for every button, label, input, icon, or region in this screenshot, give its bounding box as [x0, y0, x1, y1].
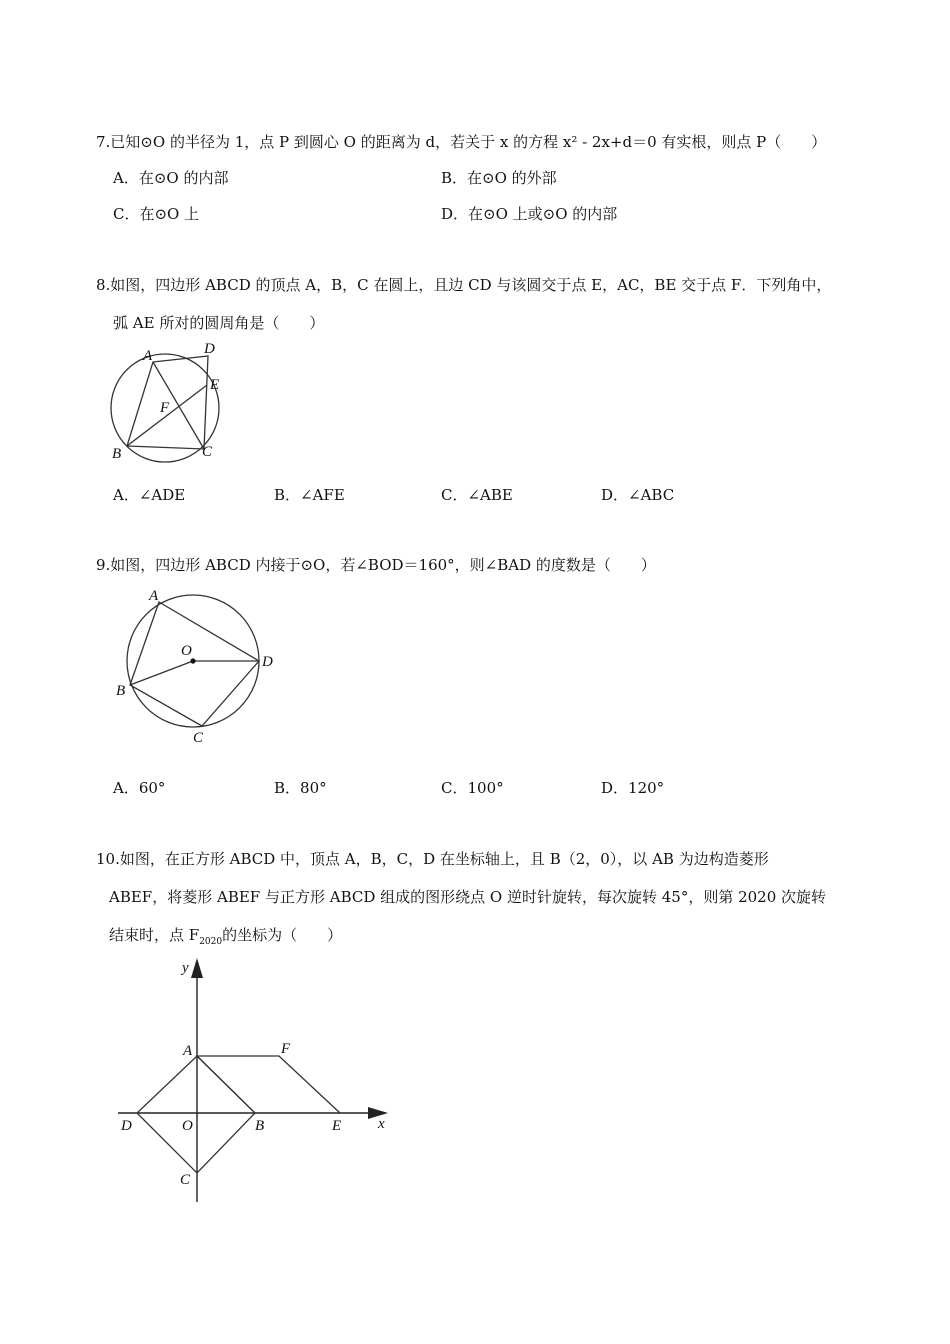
- q8-option-c: C．∠ABE: [441, 486, 513, 504]
- question-7-stem: 7.已知⊙O 的半径为 1，点 P 到圆心 O 的距离为 d，若关于 x 的方程 x² - 2x+d＝0 有实根，则点 P（ ）: [96, 133, 827, 151]
- q10-square-abcd: [137, 1056, 255, 1173]
- q7-option-d: D．在⊙O 上或⊙O 的内部: [441, 205, 618, 223]
- q10-line3-suffix: 的坐标为（ ）: [222, 926, 343, 944]
- q10-label-x: x: [378, 1116, 385, 1132]
- q9-label-b: B: [116, 683, 126, 699]
- q9-label-d: D: [262, 654, 273, 670]
- q9-label-o: O: [181, 643, 192, 659]
- q9-radius-ob: [130, 661, 193, 685]
- q8-label-e: E: [210, 377, 220, 393]
- question-10-stem-line-1: 10.如图，在正方形 ABCD 中，顶点 A，B，C，D 在坐标轴上，且 B（2，0），以 AB 为边构造菱形: [96, 850, 769, 868]
- question-10-stem-line-3: [109, 924, 342, 947]
- q10-label-d: D: [121, 1118, 132, 1134]
- question-10-stem-line-2: ABEF，将菱形 ABEF 与正方形 ABCD 组成的图形绕点 O 逆时针旋转，每次旋转 45°，则第 2020 次旋转: [109, 888, 827, 906]
- q10-label-c: C: [180, 1172, 191, 1188]
- q9-option-c: C．100°: [441, 779, 504, 797]
- q10-y-axis-arrow: [191, 958, 203, 978]
- q10-label-y: y: [182, 960, 189, 976]
- question-8-stem-line-1: 8.如图，四边形 ABCD 的顶点 A，B，C 在圆上，且边 CD 与该圆交于点 E，AC，BE 交于点 F．下列角中，: [96, 276, 832, 294]
- q8-option-b: B．∠AFE: [274, 486, 345, 504]
- q9-label-c: C: [193, 730, 204, 745]
- q10-label-o: O: [182, 1118, 193, 1134]
- q8-label-d: D: [204, 341, 215, 357]
- q9-option-b: B．80°: [274, 779, 327, 797]
- q9-option-d: D．120°: [601, 779, 665, 797]
- q10-line3-subscript: 2020: [199, 937, 223, 947]
- q8-option-d: D．∠ABC: [601, 486, 675, 504]
- q10-rhombus-abef: [197, 1056, 340, 1113]
- q9-center-point: [190, 658, 195, 663]
- q8-label-b: B: [112, 446, 122, 462]
- q10-figure: [110, 952, 400, 1212]
- q10-line3-prefix: 结束时，点 F: [109, 926, 200, 944]
- q8-label-c: C: [202, 444, 213, 460]
- q8-figure: [100, 338, 240, 468]
- q9-option-a: A．60°: [113, 779, 166, 797]
- q7-option-c: C．在⊙O 上: [113, 205, 200, 223]
- question-9-stem: 9.如图，四边形 ABCD 内接于⊙O，若∠BOD＝160°，则∠BAD 的度数是（ ）: [96, 556, 656, 574]
- q10-label-a: A: [183, 1043, 193, 1059]
- q10-label-e: E: [332, 1118, 342, 1134]
- q8-option-a: A．∠ADE: [113, 486, 186, 504]
- q7-option-a: A．在⊙O 的内部: [113, 169, 229, 187]
- q10-label-f: F: [281, 1041, 291, 1057]
- q8-label-f: F: [160, 400, 170, 416]
- q8-label-a: A: [143, 348, 153, 364]
- question-8-stem-line-2: 弧 AE 所对的圆周角是（ ）: [113, 314, 325, 332]
- q10-label-b: B: [255, 1118, 265, 1134]
- q7-option-b: B．在⊙O 的外部: [441, 169, 557, 187]
- q9-label-a: A: [149, 588, 159, 604]
- q9-figure: [105, 585, 285, 745]
